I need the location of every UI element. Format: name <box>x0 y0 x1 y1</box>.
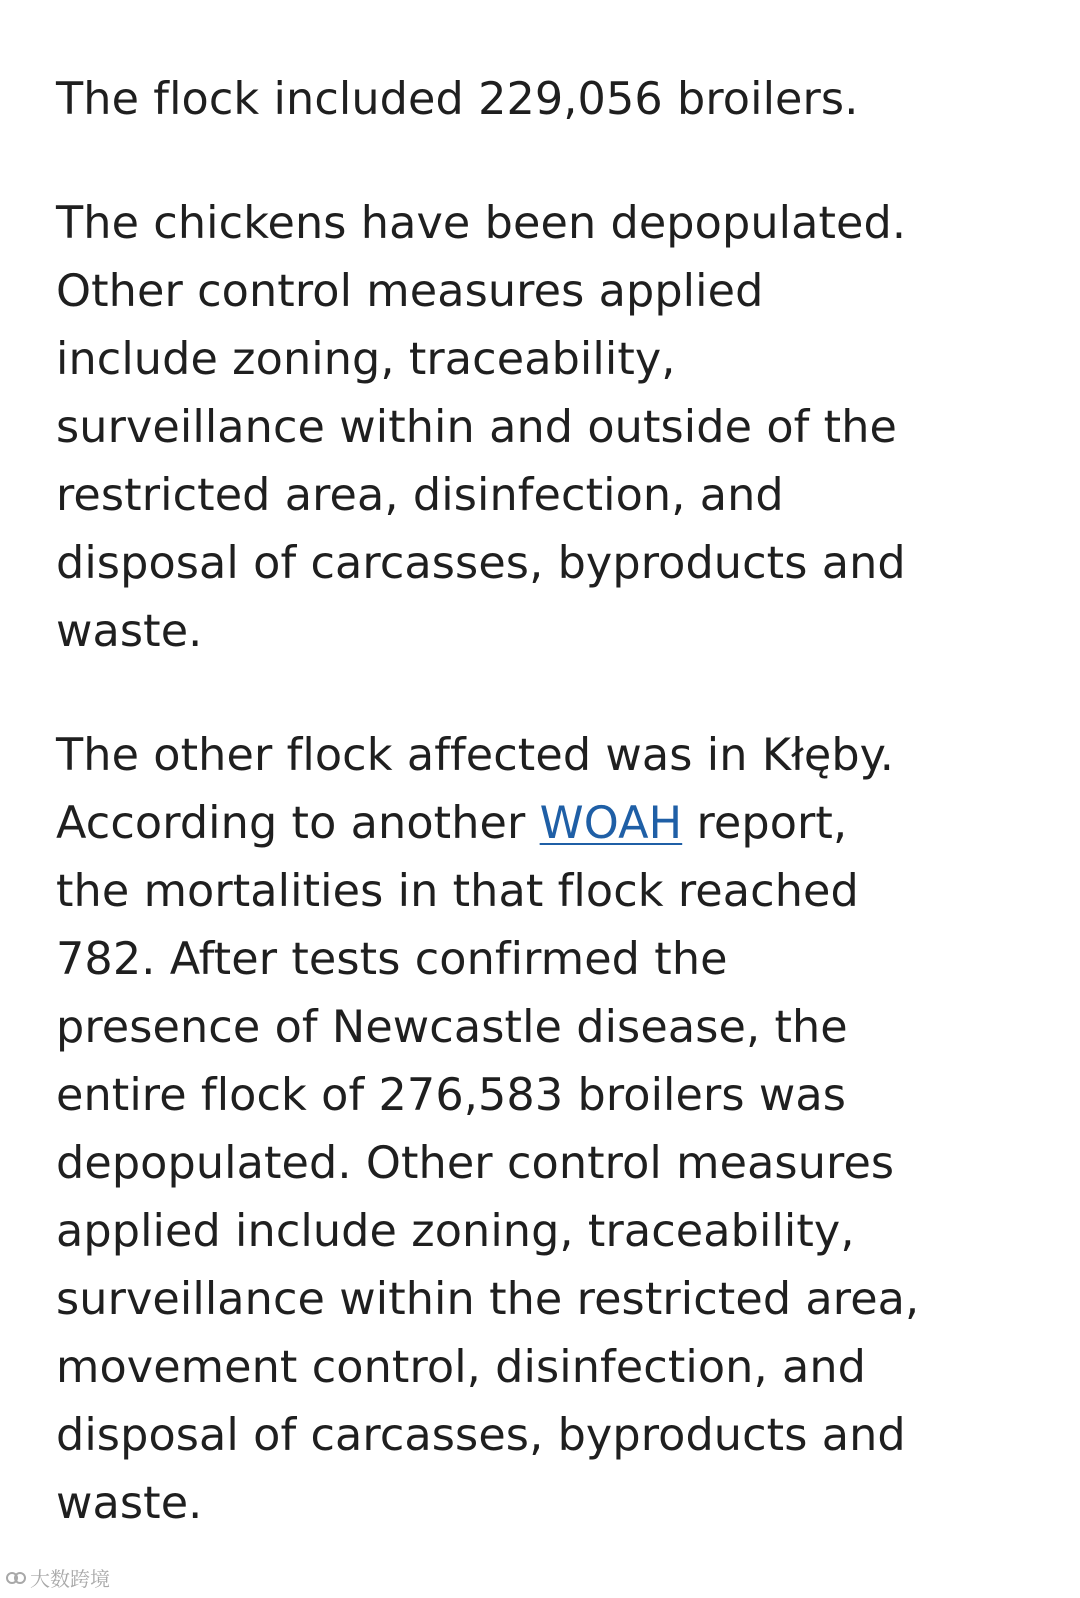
watermark <box>6 1563 110 1592</box>
watermark-logo-icon <box>6 1568 26 1588</box>
text-segment: report, <box>682 798 848 849</box>
text-line: 782. After tests confirmed the <box>56 934 728 985</box>
paragraph-flock-size <box>56 66 1016 134</box>
text-line: The chickens have been depopulated. <box>56 198 907 249</box>
text-line: disposal of carcasses, byproducts and <box>56 1410 906 1461</box>
woah-report-link[interactable]: WOAH <box>539 798 683 849</box>
text-line: waste. <box>56 1478 203 1529</box>
text-line: presence of Newcastle disease, the <box>56 1002 848 1053</box>
text-line: surveillance within the restricted area, <box>56 1274 920 1325</box>
text-line: entire flock of 276,583 broilers was <box>56 1070 847 1121</box>
paragraph-control-measures <box>56 190 1016 666</box>
text-line: applied include zoning, traceability, <box>56 1206 855 1257</box>
text-line: The other flock affected was in Kłęby. <box>56 730 895 781</box>
text-line: waste. <box>56 606 203 657</box>
text-line: movement control, disinfection, and <box>56 1342 866 1393</box>
text-line-with-link <box>56 790 1016 858</box>
text-line: surveillance within and outside of the <box>56 402 897 453</box>
text-line: the mortalities in that flock reached <box>56 866 859 917</box>
text-line: restricted area, disinfection, and <box>56 470 784 521</box>
text-line: include zoning, traceability, <box>56 334 676 385</box>
text-line: The flock included 229,056 broilers. <box>56 74 859 125</box>
text-line: depopulated. Other control measures <box>56 1138 895 1189</box>
text-segment: According to another <box>56 798 540 849</box>
article-body <box>56 66 1016 1538</box>
paragraph-second-flock <box>56 722 1016 1538</box>
text-line: Other control measures applied <box>56 266 764 317</box>
watermark-text: 大数跨境 <box>30 1567 110 1591</box>
text-line: disposal of carcasses, byproducts and <box>56 538 906 589</box>
